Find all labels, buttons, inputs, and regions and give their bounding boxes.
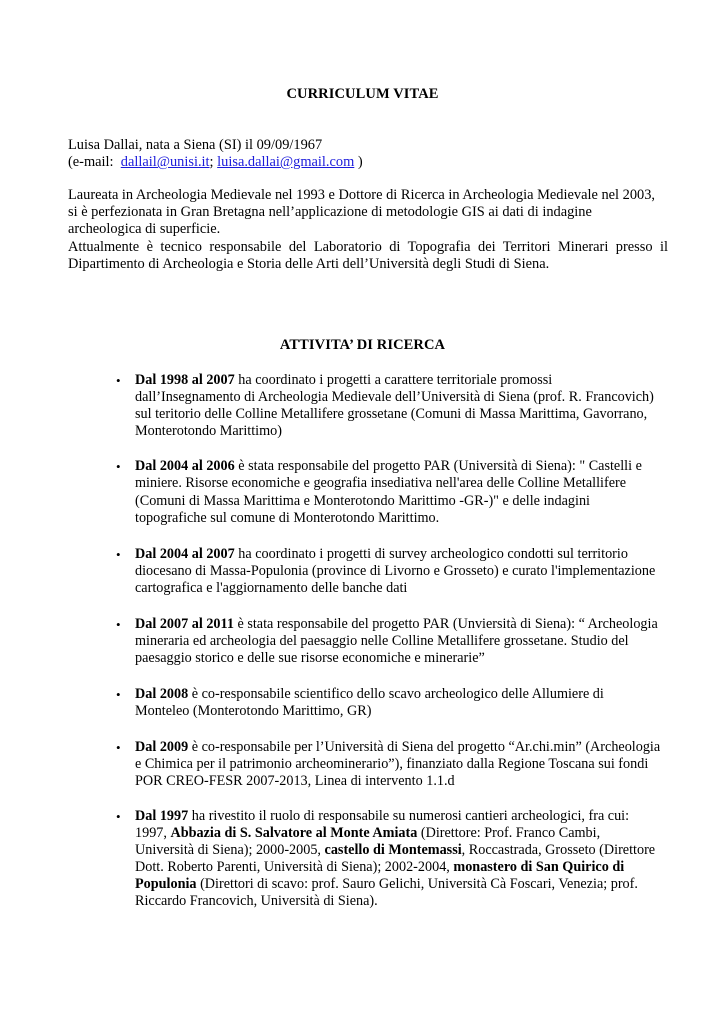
list-item xyxy=(116,686,661,720)
bullet-icon: • xyxy=(116,617,121,633)
activity-text: è stata responsabile del progetto PAR (Università di Siena): " Castelli e miniere. Risorse economiche e geografia insediativa nell'area delle Colline Metallifere (Comuni di Massa Marittima e Monterotondo Marittimo -GR-)" e delle indagini topografiche sul comune di Monterotondo Marittimo. xyxy=(135,458,642,526)
activity-period: Dal 2004 al 2006 xyxy=(135,458,235,475)
bullet-icon: • xyxy=(116,373,121,388)
site-name: castello di Montemassi xyxy=(324,841,462,858)
activity-text: ha coordinato i progetti a carattere territoriale promossi dall’Insegnamento di Archeologia Medievale dell’Università di Siena (prof. R. Francovich) sul teritorio delle Colline Metallifere grossetane (Comuni di Massa Marittima, Gavorrano, Monterotondo Marittimo) xyxy=(135,372,654,440)
activity-period: Dal 2004 al 2007 xyxy=(135,545,235,562)
intro-paragraph-education: Laureata in Archeologia Medievale nel 1993 e Dottore di Ricerca in Archeologia Medievale nel 2003, si è perfezionata in Gran Bretagna nell’applicazione di metodologie GIS ai dati di indagine archeologica di superficie. xyxy=(68,187,656,238)
activity-text: è stata responsabile del progetto PAR (Unviersità di Siena): “ Archeologia mineraria ed archeologia del paesaggio nelle Colline Metallifere grossetane. Studio del paesaggio storico e delle sue risorse economiche e minerarie” xyxy=(135,616,658,667)
bullet-icon: • xyxy=(116,546,121,562)
activity-period: Dal 1998 al 2007 xyxy=(135,372,235,388)
email-separator: ; xyxy=(209,154,218,171)
activity-text: (Direttori di scavo: prof. Sauro Gelichi, Università Cà Foscari, Venezia; prof. Riccardo Francovich, Università di Siena). xyxy=(135,876,638,910)
activity-text: è co-responsabile per l’Università di Siena del progetto “Ar.chi.min” (Archeologia e Chimica per il patrimonio archeominerario”), finanziato dalla Regione Toscana sui fondi POR CREO-FESR 2007-2013, Linea di intervento 1.1.d xyxy=(135,738,661,789)
activity-period: Dal 2008 xyxy=(135,686,189,703)
list-item xyxy=(116,808,661,911)
site-name: Abbazia di S. Salvatore al Monte Amiata xyxy=(170,824,418,841)
email-link-gmail[interactable]: luisa.dallai@gmail.com xyxy=(217,154,355,171)
bullet-icon: • xyxy=(116,739,121,755)
activity-period: Dal 2007 al 2011 xyxy=(135,616,234,633)
list-item xyxy=(116,458,661,526)
intro-block xyxy=(68,187,668,273)
email-link-unisi[interactable]: dallail@unisi.it xyxy=(120,154,210,171)
site-name: monastero di San Quirico di Populonia xyxy=(135,859,625,893)
activity-text: ha coordinato i progetti di survey archeologico condotti sul territorio diocesano di Massa-Populonia (province di Livorno e Grosseto) e curato l'implementazione cartografica e l'aggiornamento delle banche dati xyxy=(135,545,656,596)
bullet-icon: • xyxy=(116,808,121,824)
research-activities-list xyxy=(116,372,661,910)
email-suffix: ) xyxy=(354,154,363,171)
activity-text: (Direttore: Prof. Franco Cambi, Università di Siena); 2000-2005, xyxy=(135,824,601,858)
list-item xyxy=(116,546,661,597)
activity-text: , Roccastrada, Grosseto (Direttore Dott. Roberto Parenti, Università di Siena); 2002-2004, xyxy=(135,841,656,876)
email-line xyxy=(68,154,668,171)
activity-text: 1997, xyxy=(135,824,171,841)
activity-text: ha rivestito il ruolo di responsabile su numerosi cantieri archeologici, fra cui: xyxy=(188,807,630,824)
intro-paragraph-position: Attualmente è tecnico responsabile del Laboratorio di Topografia dei Territori Minerari presso il Dipartimento di Archeologia e Storia delle Arti dell’Università degli Studi di Siena. xyxy=(68,238,668,272)
document-title: CURRICULUM VITAE xyxy=(286,86,439,102)
list-item xyxy=(116,372,661,440)
name-line: Luisa Dallai, nata a Siena (SI) il 09/09/1967 xyxy=(68,137,323,153)
activity-period: Dal 1997 xyxy=(135,807,189,824)
email-prefix: (e-mail: xyxy=(68,154,121,171)
list-item xyxy=(116,616,661,667)
research-section-title: ATTIVITA’ DI RICERCA xyxy=(279,337,446,353)
bullet-icon: • xyxy=(116,459,121,475)
activity-period: Dal 2009 xyxy=(135,738,189,755)
list-item xyxy=(116,739,661,790)
identity-block xyxy=(68,137,668,171)
activity-text: è co-responsabile scientifico dello scavo archeologico delle Allumiere di Monteleo (Monterotondo Marittimo, GR) xyxy=(135,686,604,720)
bullet-icon: • xyxy=(116,687,121,703)
